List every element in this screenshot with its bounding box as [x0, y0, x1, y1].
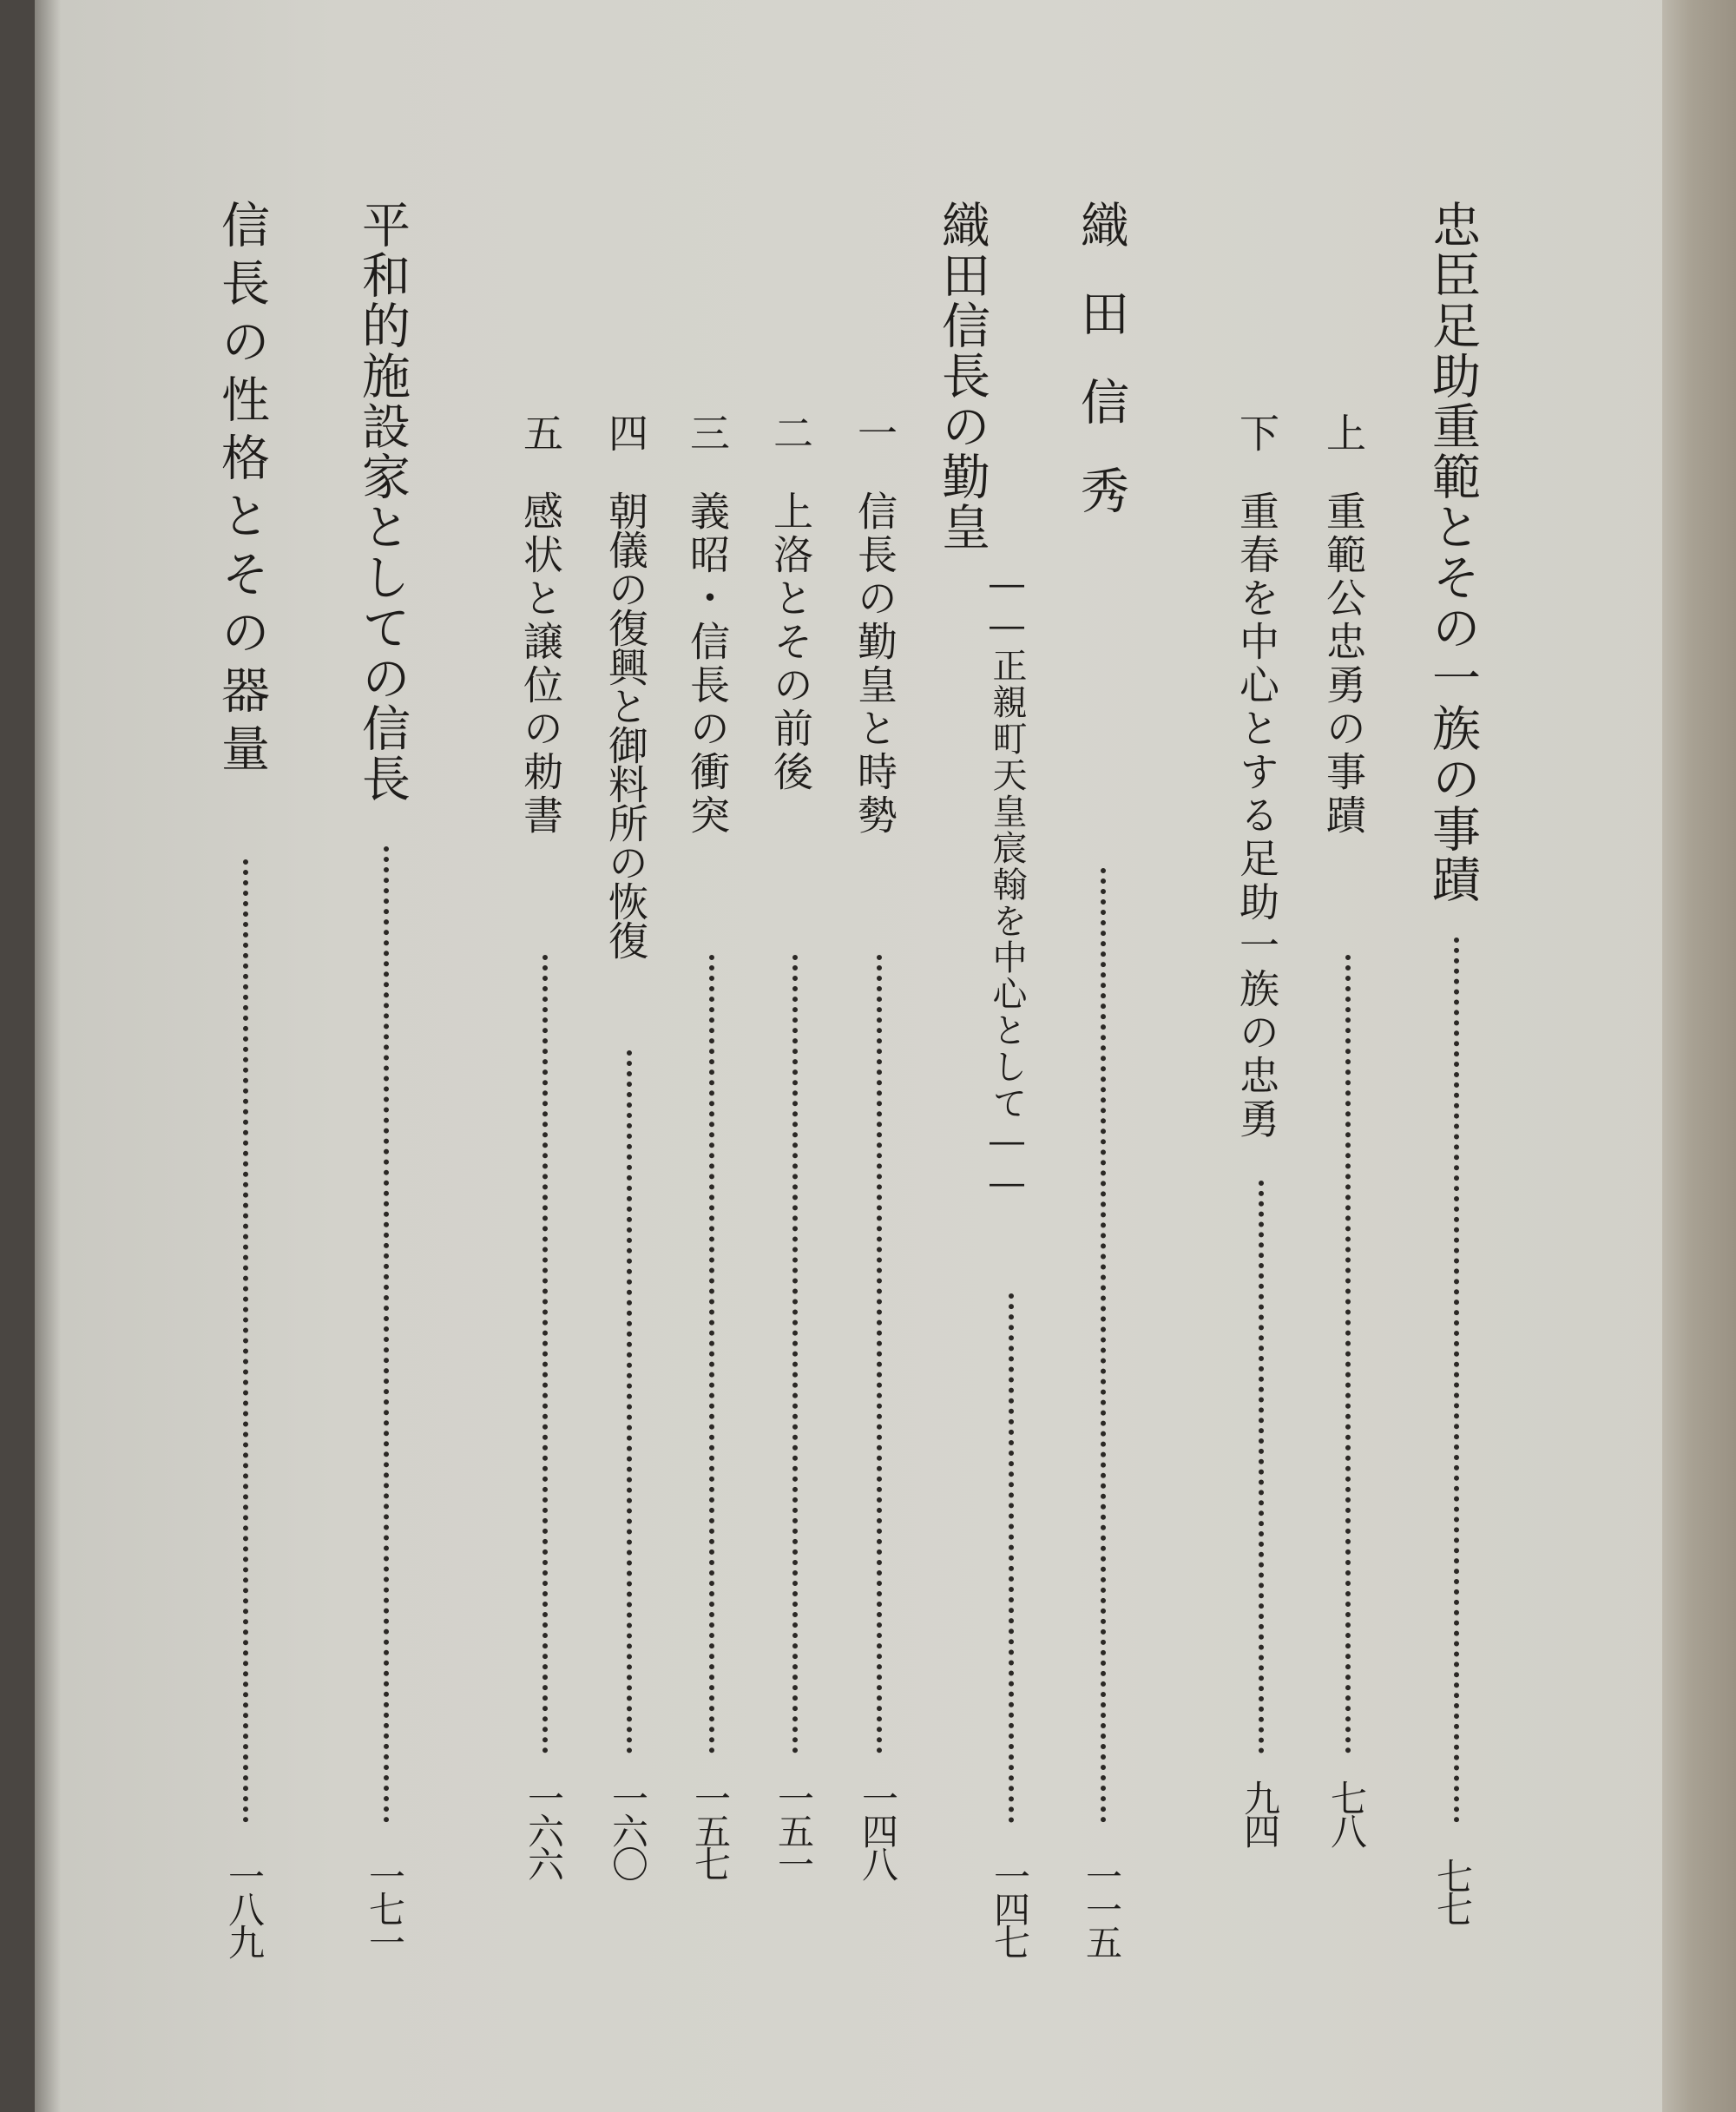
leader-dots — [1101, 868, 1106, 1823]
toc-entry-title: 平和的施設家としての信長 — [354, 200, 411, 804]
toc-entry-subtitle: ――正親町天皇宸翰を中心として―― — [987, 564, 1027, 1205]
toc-section-marker: 一 — [852, 412, 898, 456]
leader-dots — [709, 955, 714, 1753]
leader-dots — [1345, 955, 1351, 1753]
toc-entry-title: 義昭・信長の衝突 — [684, 490, 731, 838]
leader-dots — [792, 955, 798, 1753]
leader-dots — [1454, 938, 1459, 1823]
page-number: 一六〇 — [607, 1780, 649, 1878]
page-number: 一五七 — [689, 1780, 732, 1878]
leader-dots — [627, 1050, 632, 1753]
book-page — [35, 0, 1714, 2112]
toc-entry-title: 信長の性格とその器量 — [214, 200, 270, 781]
spine-shadow — [35, 0, 61, 2112]
toc-entry-title: 織田信長の勤皇 — [934, 200, 990, 552]
toc-section-marker: 二 — [767, 412, 814, 456]
adjacent-page-edge — [1662, 0, 1736, 2112]
toc-section-marker: 四 — [602, 412, 649, 456]
leader-dots — [1259, 1181, 1264, 1753]
page-number: 一七一 — [364, 1858, 406, 1957]
toc-entry-title: 上洛とその前後 — [767, 490, 814, 794]
page-number: 一五一 — [773, 1780, 815, 1878]
toc-entry-title: 感状と譲位の勅書 — [517, 490, 564, 838]
page-number: 一八九 — [223, 1858, 266, 1957]
toc-entry-title: 信長の勤皇と時勢 — [852, 490, 898, 838]
toc-entry-title: 朝儀の復興と御料所の恢復 — [602, 490, 649, 959]
toc-entry-title: 織田信秀 — [1073, 200, 1129, 554]
toc-entry-title: 忠臣足助重範とその一族の事蹟 — [1424, 200, 1481, 905]
page-number: 九四 — [1239, 1780, 1281, 1846]
page-number: 七八 — [1325, 1780, 1368, 1846]
toc-entry-title: 重春を中心とする足助一族の忠勇 — [1233, 490, 1280, 1142]
toc-section-marker: 三 — [684, 412, 731, 456]
toc-entry-title: 重範公忠勇の事蹟 — [1320, 490, 1367, 838]
leader-dots — [1009, 1293, 1014, 1823]
page-number: 一一五 — [1081, 1858, 1123, 1957]
page-number: 一六六 — [523, 1780, 565, 1878]
show-through-text — [1198, 187, 1243, 329]
leader-dots — [243, 859, 248, 1823]
toc-section-marker: 上 — [1320, 412, 1367, 456]
page-number: 一四八 — [857, 1780, 899, 1878]
leader-dots — [384, 846, 389, 1823]
leader-dots — [877, 955, 882, 1753]
page-number: 七七 — [1431, 1858, 1474, 1924]
toc-section-marker: 下 — [1233, 412, 1280, 456]
leader-dots — [542, 955, 548, 1753]
toc-section-marker: 五 — [517, 412, 564, 456]
page-number: 一四七 — [989, 1858, 1031, 1957]
